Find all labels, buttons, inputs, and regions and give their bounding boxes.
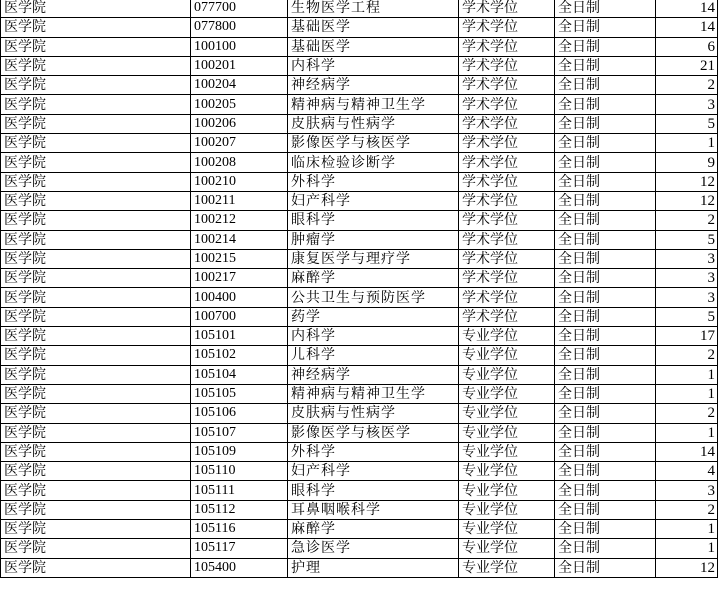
major-code-cell: 105105 [191, 384, 288, 403]
table-row [1, 18, 718, 37]
enrollment-count-cell: 14 [656, 18, 718, 37]
table-row [1, 56, 718, 75]
college-cell: 医学院 [1, 384, 191, 403]
degree-type-cell: 专业学位 [459, 481, 555, 500]
table-row [1, 307, 718, 326]
study-mode-cell: 全日制 [555, 211, 656, 230]
college-cell: 医学院 [1, 462, 191, 481]
table-row [1, 0, 718, 18]
college-cell: 医学院 [1, 153, 191, 172]
enrollment-count-cell: 5 [656, 114, 718, 133]
enrollment-count-cell: 12 [656, 172, 718, 191]
degree-type-cell: 专业学位 [459, 520, 555, 539]
major-code-cell: 100206 [191, 114, 288, 133]
degree-type-cell: 学术学位 [459, 249, 555, 268]
college-cell: 医学院 [1, 0, 191, 18]
major-name-cell: 康复医学与理疗学 [288, 249, 459, 268]
college-cell: 医学院 [1, 191, 191, 210]
degree-type-cell: 学术学位 [459, 76, 555, 95]
major-code-cell: 100700 [191, 307, 288, 326]
degree-type-cell: 学术学位 [459, 191, 555, 210]
enrollment-count-cell: 1 [656, 423, 718, 442]
major-code-cell: 105111 [191, 481, 288, 500]
degree-type-cell: 学术学位 [459, 307, 555, 326]
enrollment-count-cell: 4 [656, 462, 718, 481]
major-name-cell: 眼科学 [288, 481, 459, 500]
study-mode-cell: 全日制 [555, 442, 656, 461]
major-name-cell: 妇产科学 [288, 191, 459, 210]
enrollment-count-cell: 17 [656, 327, 718, 346]
college-cell: 医学院 [1, 114, 191, 133]
major-name-cell: 生物医学工程 [288, 0, 459, 18]
enrollment-count-cell: 3 [656, 249, 718, 268]
degree-type-cell: 学术学位 [459, 95, 555, 114]
study-mode-cell: 全日制 [555, 500, 656, 519]
degree-type-cell: 学术学位 [459, 288, 555, 307]
table-row [1, 539, 718, 558]
major-name-cell: 精神病与精神卫生学 [288, 95, 459, 114]
degree-type-cell: 学术学位 [459, 172, 555, 191]
major-code-cell: 100205 [191, 95, 288, 114]
table-row [1, 269, 718, 288]
study-mode-cell: 全日制 [555, 18, 656, 37]
enrollment-count-cell: 3 [656, 269, 718, 288]
degree-type-cell: 专业学位 [459, 384, 555, 403]
major-code-cell: 100100 [191, 37, 288, 56]
study-mode-cell: 全日制 [555, 249, 656, 268]
college-cell: 医学院 [1, 56, 191, 75]
major-name-cell: 药学 [288, 307, 459, 326]
major-name-cell: 皮肤病与性病学 [288, 114, 459, 133]
college-cell: 医学院 [1, 346, 191, 365]
major-name-cell: 护理 [288, 558, 459, 577]
major-code-cell: 100208 [191, 153, 288, 172]
major-code-cell: 105116 [191, 520, 288, 539]
major-code-cell: 100212 [191, 211, 288, 230]
major-code-cell: 100214 [191, 230, 288, 249]
major-name-cell: 眼科学 [288, 211, 459, 230]
major-name-cell: 麻醉学 [288, 269, 459, 288]
college-cell: 医学院 [1, 269, 191, 288]
degree-type-cell: 专业学位 [459, 327, 555, 346]
study-mode-cell: 全日制 [555, 307, 656, 326]
table-row [1, 172, 718, 191]
enrollment-count-cell: 3 [656, 481, 718, 500]
major-name-cell: 神经病学 [288, 76, 459, 95]
major-name-cell: 肿瘤学 [288, 230, 459, 249]
major-code-cell: 100201 [191, 56, 288, 75]
degree-type-cell: 学术学位 [459, 37, 555, 56]
major-name-cell: 外科学 [288, 172, 459, 191]
college-cell: 医学院 [1, 539, 191, 558]
enrollment-count-cell: 14 [656, 442, 718, 461]
major-name-cell: 麻醉学 [288, 520, 459, 539]
degree-type-cell: 专业学位 [459, 500, 555, 519]
college-cell: 医学院 [1, 404, 191, 423]
degree-type-cell: 学术学位 [459, 56, 555, 75]
enrollment-count-cell: 2 [656, 500, 718, 519]
enrollment-count-cell: 6 [656, 37, 718, 56]
college-cell: 医学院 [1, 500, 191, 519]
major-code-cell: 105102 [191, 346, 288, 365]
college-cell: 医学院 [1, 288, 191, 307]
major-code-cell: 105109 [191, 442, 288, 461]
college-cell: 医学院 [1, 307, 191, 326]
college-cell: 医学院 [1, 211, 191, 230]
table-row [1, 288, 718, 307]
enrollment-count-cell: 12 [656, 191, 718, 210]
table-row [1, 481, 718, 500]
study-mode-cell: 全日制 [555, 134, 656, 153]
major-code-cell: 077800 [191, 18, 288, 37]
table-row [1, 76, 718, 95]
study-mode-cell: 全日制 [555, 423, 656, 442]
major-name-cell: 妇产科学 [288, 462, 459, 481]
college-cell: 医学院 [1, 95, 191, 114]
table-row [1, 37, 718, 56]
degree-type-cell: 专业学位 [459, 539, 555, 558]
study-mode-cell: 全日制 [555, 288, 656, 307]
major-code-cell: 100400 [191, 288, 288, 307]
table-row [1, 191, 718, 210]
degree-type-cell: 学术学位 [459, 0, 555, 18]
enrollment-count-cell: 1 [656, 384, 718, 403]
major-name-cell: 基础医学 [288, 18, 459, 37]
table-row [1, 442, 718, 461]
degree-type-cell: 学术学位 [459, 18, 555, 37]
degree-type-cell: 专业学位 [459, 423, 555, 442]
degree-type-cell: 专业学位 [459, 365, 555, 384]
major-code-cell: 100204 [191, 76, 288, 95]
study-mode-cell: 全日制 [555, 481, 656, 500]
enrollment-count-cell: 12 [656, 558, 718, 577]
college-cell: 医学院 [1, 249, 191, 268]
enrollment-count-cell: 21 [656, 56, 718, 75]
study-mode-cell: 全日制 [555, 404, 656, 423]
study-mode-cell: 全日制 [555, 520, 656, 539]
college-cell: 医学院 [1, 18, 191, 37]
enrollment-count-cell: 2 [656, 346, 718, 365]
college-cell: 医学院 [1, 558, 191, 577]
study-mode-cell: 全日制 [555, 346, 656, 365]
enrollment-count-cell: 9 [656, 153, 718, 172]
major-name-cell: 神经病学 [288, 365, 459, 384]
degree-type-cell: 专业学位 [459, 462, 555, 481]
study-mode-cell: 全日制 [555, 172, 656, 191]
enrollment-count-cell: 1 [656, 365, 718, 384]
table-row [1, 520, 718, 539]
degree-type-cell: 专业学位 [459, 558, 555, 577]
major-code-cell: 100210 [191, 172, 288, 191]
enrollment-count-cell: 1 [656, 539, 718, 558]
major-name-cell: 外科学 [288, 442, 459, 461]
degree-type-cell: 学术学位 [459, 269, 555, 288]
major-name-cell: 儿科学 [288, 346, 459, 365]
table-row [1, 327, 718, 346]
enrollment-count-cell: 3 [656, 95, 718, 114]
major-code-cell: 105112 [191, 500, 288, 519]
enrollment-count-cell: 1 [656, 134, 718, 153]
major-code-cell: 105106 [191, 404, 288, 423]
college-cell: 医学院 [1, 76, 191, 95]
study-mode-cell: 全日制 [555, 327, 656, 346]
degree-type-cell: 专业学位 [459, 346, 555, 365]
major-name-cell: 内科学 [288, 327, 459, 346]
table-row [1, 230, 718, 249]
enrollment-count-cell: 14 [656, 0, 718, 18]
degree-type-cell: 专业学位 [459, 442, 555, 461]
table-row [1, 114, 718, 133]
study-mode-cell: 全日制 [555, 153, 656, 172]
study-mode-cell: 全日制 [555, 191, 656, 210]
enrollment-count-cell: 2 [656, 404, 718, 423]
major-name-cell: 急诊医学 [288, 539, 459, 558]
table-row [1, 500, 718, 519]
major-code-cell: 105101 [191, 327, 288, 346]
enrollment-count-cell: 1 [656, 520, 718, 539]
major-name-cell: 基础医学 [288, 37, 459, 56]
study-mode-cell: 全日制 [555, 37, 656, 56]
major-code-cell: 077700 [191, 0, 288, 18]
college-cell: 医学院 [1, 230, 191, 249]
study-mode-cell: 全日制 [555, 76, 656, 95]
major-code-cell: 100211 [191, 191, 288, 210]
study-mode-cell: 全日制 [555, 384, 656, 403]
major-name-cell: 精神病与精神卫生学 [288, 384, 459, 403]
degree-type-cell: 专业学位 [459, 404, 555, 423]
major-name-cell: 皮肤病与性病学 [288, 404, 459, 423]
study-mode-cell: 全日制 [555, 462, 656, 481]
study-mode-cell: 全日制 [555, 0, 656, 18]
table-row [1, 134, 718, 153]
college-cell: 医学院 [1, 423, 191, 442]
study-mode-cell: 全日制 [555, 269, 656, 288]
major-name-cell: 内科学 [288, 56, 459, 75]
major-code-cell: 105107 [191, 423, 288, 442]
table-row [1, 249, 718, 268]
college-cell: 医学院 [1, 327, 191, 346]
college-cell: 医学院 [1, 442, 191, 461]
major-name-cell: 公共卫生与预防医学 [288, 288, 459, 307]
enrollment-count-cell: 2 [656, 76, 718, 95]
degree-type-cell: 学术学位 [459, 230, 555, 249]
major-code-cell: 100207 [191, 134, 288, 153]
college-cell: 医学院 [1, 520, 191, 539]
degree-type-cell: 学术学位 [459, 153, 555, 172]
study-mode-cell: 全日制 [555, 558, 656, 577]
study-mode-cell: 全日制 [555, 95, 656, 114]
study-mode-cell: 全日制 [555, 539, 656, 558]
degree-type-cell: 学术学位 [459, 134, 555, 153]
study-mode-cell: 全日制 [555, 56, 656, 75]
major-code-cell: 100217 [191, 269, 288, 288]
college-cell: 医学院 [1, 481, 191, 500]
table-row [1, 211, 718, 230]
table-row [1, 95, 718, 114]
college-cell: 医学院 [1, 365, 191, 384]
table-body [1, 0, 718, 577]
major-name-cell: 影像医学与核医学 [288, 423, 459, 442]
table-row [1, 153, 718, 172]
study-mode-cell: 全日制 [555, 114, 656, 133]
enrollment-count-cell: 2 [656, 211, 718, 230]
table-row [1, 346, 718, 365]
table-row [1, 558, 718, 577]
major-code-cell: 100215 [191, 249, 288, 268]
college-cell: 医学院 [1, 134, 191, 153]
college-cell: 医学院 [1, 172, 191, 191]
major-name-cell: 临床检验诊断学 [288, 153, 459, 172]
major-name-cell: 耳鼻咽喉科学 [288, 500, 459, 519]
study-mode-cell: 全日制 [555, 230, 656, 249]
enrollment-count-cell: 5 [656, 307, 718, 326]
table-row [1, 462, 718, 481]
college-cell: 医学院 [1, 37, 191, 56]
major-code-cell: 105104 [191, 365, 288, 384]
table-row [1, 365, 718, 384]
enrollment-count-cell: 3 [656, 288, 718, 307]
table-row [1, 384, 718, 403]
major-code-cell: 105110 [191, 462, 288, 481]
major-name-cell: 影像医学与核医学 [288, 134, 459, 153]
major-code-cell: 105400 [191, 558, 288, 577]
degree-type-cell: 学术学位 [459, 114, 555, 133]
major-code-cell: 105117 [191, 539, 288, 558]
enrollment-count-cell: 5 [656, 230, 718, 249]
table-row [1, 404, 718, 423]
table-row [1, 423, 718, 442]
study-mode-cell: 全日制 [555, 365, 656, 384]
degree-type-cell: 学术学位 [459, 211, 555, 230]
